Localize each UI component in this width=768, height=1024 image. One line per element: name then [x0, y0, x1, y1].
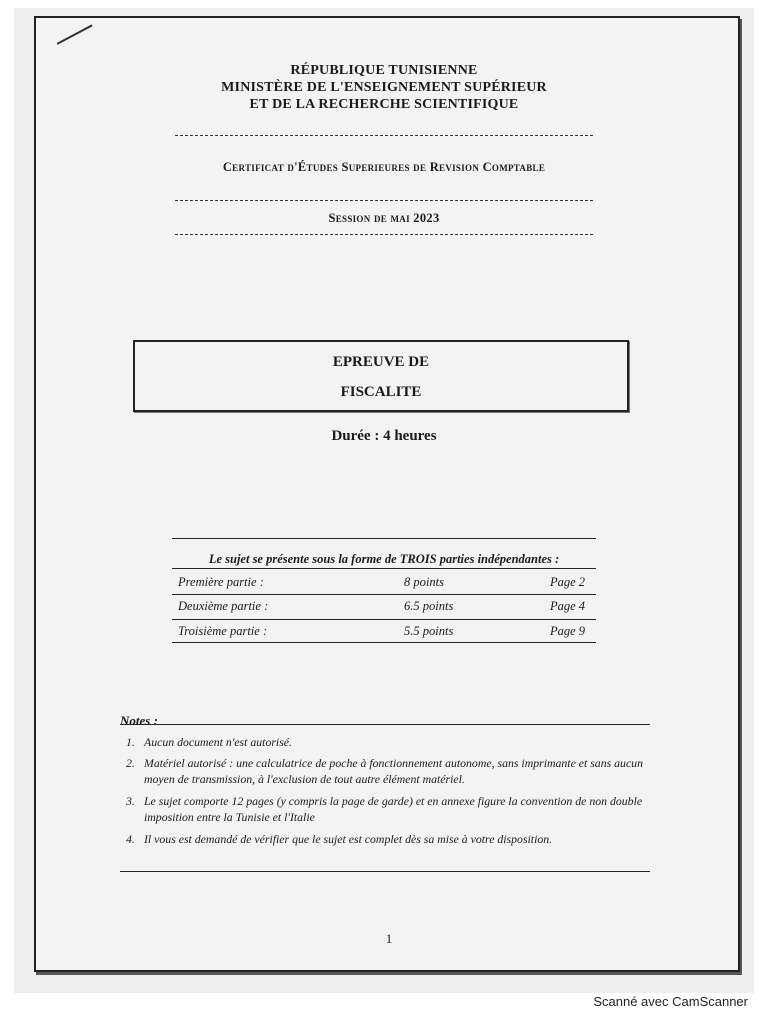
note-number: 3. [126, 794, 135, 808]
notes-rule-bottom [120, 871, 650, 872]
notes-rule-top [120, 724, 650, 725]
part-page: Page 4 [550, 599, 586, 613]
note-text: Il vous est demandé de vérifier que le sujet est complet dès sa mise à votre disposition. [144, 832, 553, 846]
divider-dashed [175, 135, 593, 136]
certificate-title: Certificat d'Études Superieures de Revision Comptable [222, 160, 546, 174]
table-rule [172, 538, 596, 539]
parts-intro: Le sujet se présente sous la forme de TROIS parties indépendantes : [208, 552, 560, 566]
part-points: 6.5 points [404, 599, 454, 613]
notes-title: Notes : [120, 713, 158, 728]
part-points: 8 points [404, 575, 444, 589]
part-page: Page 2 [550, 575, 586, 589]
note-text: Aucun document n'est autorisé. [144, 735, 292, 749]
part-name: Troisième partie : [178, 624, 268, 638]
divider-dashed [175, 234, 593, 235]
exam-title-line1: EPREUVE DE [332, 354, 430, 370]
exam-title-line2: FISCALITE [340, 384, 422, 400]
note-number: 1. [126, 735, 135, 749]
table-rule [172, 568, 596, 569]
header-republic: RÉPUBLIQUE TUNISIENNE [290, 63, 478, 78]
header-research: ET DE LA RECHERCHE SCIENTIFIQUE [249, 97, 519, 112]
part-name: Première partie : [178, 575, 264, 589]
scanner-watermark: Scanné avec CamScanner [593, 994, 748, 1009]
divider-dashed [175, 200, 593, 201]
table-rule [172, 642, 596, 643]
header-ministry: MINISTÈRE DE L'ENSEIGNEMENT SUPÉRIEUR [221, 80, 547, 95]
part-page: Page 9 [550, 624, 586, 638]
exam-title-box [133, 340, 629, 412]
note-number: 4. [126, 832, 135, 846]
session-label: Session de mai 2023 [328, 211, 440, 225]
note-text: Le sujet comporte 12 pages (y compris la page de garde) et en annexe figure la convention de non double imposition entre la Tunisie et l'Italie [144, 794, 643, 824]
note-number: 2. [126, 756, 135, 770]
table-rule [172, 619, 596, 620]
page-number: 1 [385, 931, 393, 946]
table-row [172, 599, 596, 621]
table-rule [172, 594, 596, 595]
part-points: 5.5 points [404, 624, 454, 638]
part-name: Deuxième partie : [178, 599, 269, 613]
note-text: Matériel autorisé : une calculatrice de poche à fonctionnement autonome, sans imprimante et sans aucun moyen de transmission, à l'exclusion de tout autre élément matériel. [144, 756, 643, 786]
exam-duration: Durée : 4 heures [331, 428, 437, 444]
